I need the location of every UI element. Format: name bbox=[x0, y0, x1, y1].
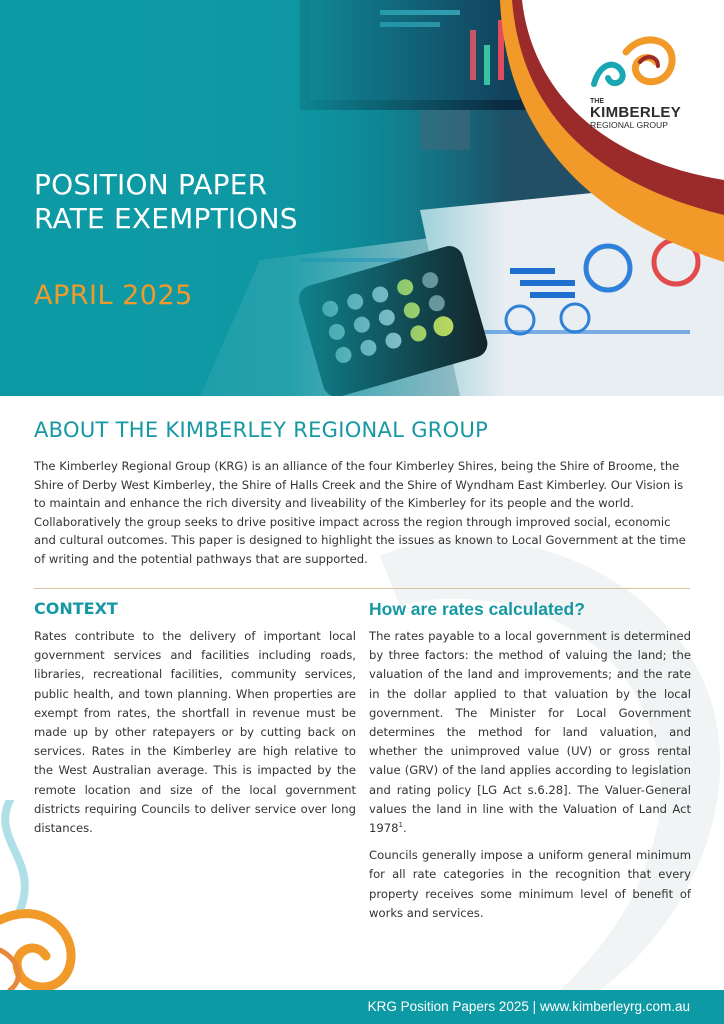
rates-paragraph-1-end: . bbox=[402, 821, 407, 836]
context-paragraph: Rates contribute to the delivery of important local government services and facilities including roads, libraries, recreational facilities, community services, public health, and town planning. When properties are exempt from rates, the shortfall in revenue must be made up by other ratepayers or by cutting back on services. Rates in the Kimberley are high relative to the West Australian average. This is impacted by the remote location and size of the local government districts requiring Councils to deliver service over long distances. bbox=[34, 629, 356, 836]
rates-section bbox=[369, 598, 691, 923]
footnote-marker[interactable]: 1 bbox=[398, 821, 403, 830]
rates-paragraph-1-text: The rates payable to a local government is determined by three factors: the method of valuing the land; the valuation of the land and improvements; and the rate in the dollar applied to that valuation by the local government. The Minister for Local Government determines the method for land valuation, and whether the unimproved value (UV) or gross rental value (GRV) of the land applies according to legislation and rating policy [LG Act s.6.28]. The Valuer-General values the land in line with the Valuation of Land Act 1978 bbox=[369, 629, 691, 836]
section-divider bbox=[34, 588, 690, 589]
about-paragraph: The Kimberley Regional Group (KRG) is an alliance of the four Kimberley Shires, being the Shire of Broome, the Shire of Derby West Kimberley, the Shire of Halls Creek and the Shire of Wyndham East Kimberley. Our Vision is to maintain and enhance the rich diversity and liveability of the Kimberley for its people and the world. Collaboratively the group seeks to drive positive impact across the region through improved social, economic and cultural outcomes. This paper is designed to highlight the issues as known to Local Government at the time of writing and the potential pathways that are supported. bbox=[34, 459, 686, 566]
document-date: APRIL 2025 bbox=[34, 280, 193, 311]
logo-subtitle: REGIONAL GROUP bbox=[590, 120, 668, 130]
logo-name: KIMBERLEY bbox=[590, 104, 682, 121]
footer-text: KRG Position Papers 2025 | www.kimberleyrg.com.au bbox=[367, 999, 690, 1014]
title-line-2: RATE EXEMPTIONS bbox=[34, 202, 298, 235]
rates-heading: How are rates calculated? bbox=[369, 599, 585, 619]
context-heading: CONTEXT bbox=[34, 599, 118, 618]
title-line-1: POSITION PAPER bbox=[34, 168, 268, 201]
logo-the: THE bbox=[590, 98, 604, 105]
document-title bbox=[34, 168, 298, 236]
rates-paragraph-1 bbox=[369, 627, 691, 838]
logo-swirl-icon bbox=[586, 32, 682, 96]
decorative-swirl-icon bbox=[0, 800, 90, 990]
krg-logo bbox=[580, 32, 690, 142]
rates-paragraph-2: Councils generally impose a uniform general minimum for all rate categories in the recognition that every property receives some minimum level of benefit of works and services. bbox=[369, 848, 691, 920]
footer-bar bbox=[0, 990, 724, 1024]
about-heading: ABOUT THE KIMBERLEY REGIONAL GROUP bbox=[34, 418, 489, 442]
header-banner bbox=[0, 0, 724, 396]
